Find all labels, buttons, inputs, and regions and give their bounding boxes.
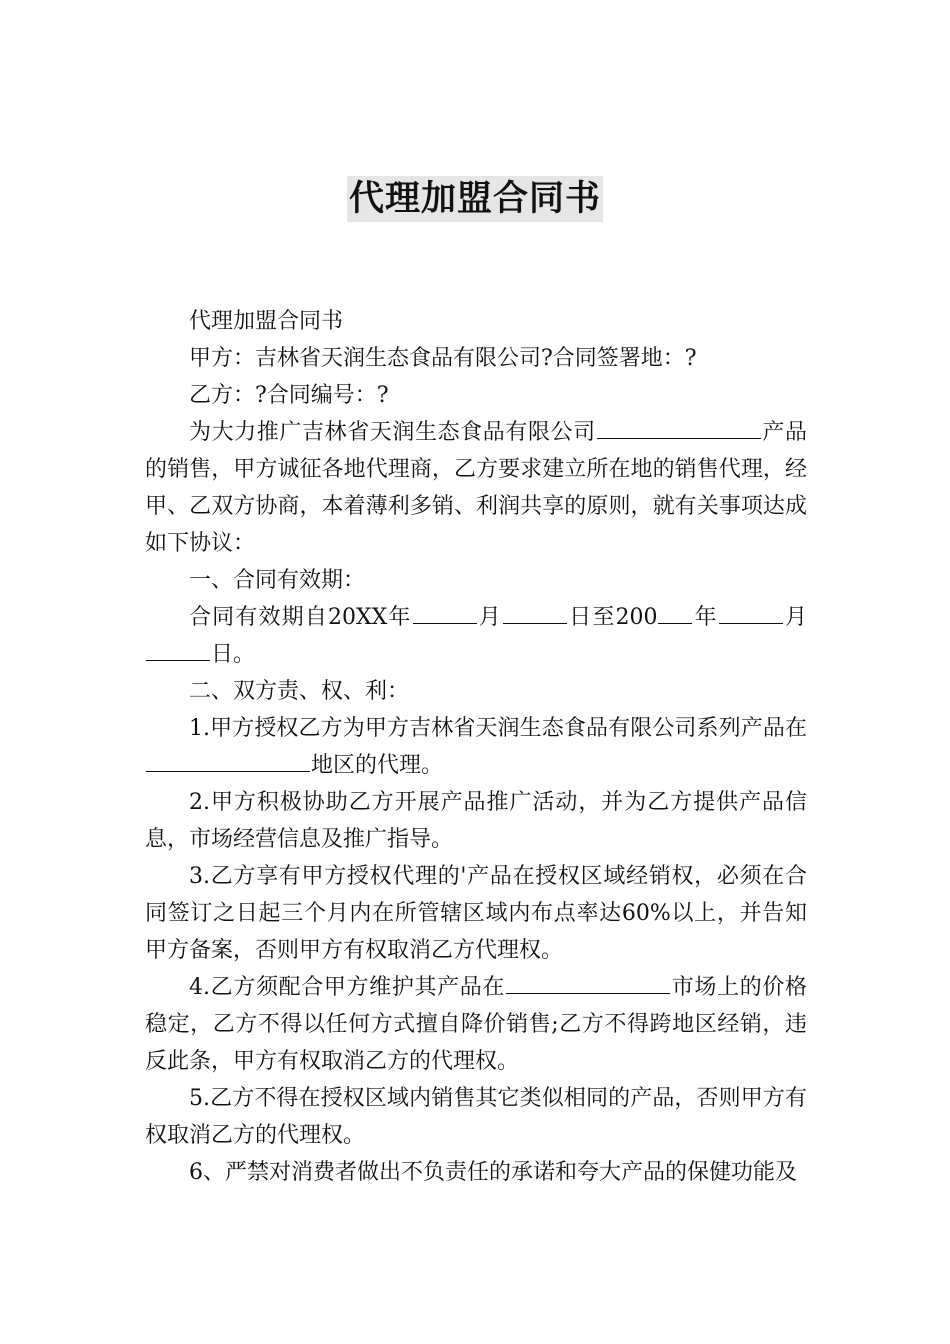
text-segment: 合同有效期自20XX年 [189, 605, 412, 630]
clause-2: 2.甲方积极协助乙方开展产品推广活动，并为乙方提供产品信息，市场经营信息及推广指导。 [145, 790, 807, 852]
paragraph-party-a: 甲方：吉林省天润生态食品有限公司?合同签署地：? [189, 346, 697, 371]
fill-in-blank [413, 603, 477, 624]
text-segment: 日至200 [567, 605, 658, 630]
fill-in-blank [146, 640, 210, 661]
paragraph-preamble [145, 414, 807, 562]
clause-5: 5.乙方不得在授权区域内销售其它类似相同的产品，否则甲方有权取消乙方的代理权。 [145, 1086, 807, 1148]
text-segment: 为大力推广吉林省天润生态食品有限公司 [189, 420, 596, 445]
text-segment: 地区的代理。 [311, 753, 444, 778]
paragraph-validity-period [145, 599, 807, 673]
paragraph-heading: 代理加盟合同书 [189, 309, 344, 334]
fill-in-blank [719, 603, 783, 624]
fill-in-blank [597, 418, 761, 439]
section-heading-rights: 二、双方责、权、利： [189, 679, 410, 704]
text-segment: 产品的销售，甲方诚征各地代理商，乙方要求建立所在地的销售代理，经甲、乙双方协商，本着薄利多销、利润共享的原则，就有关事项达成如下协议： [145, 420, 807, 556]
text-segment: 月 [783, 605, 807, 630]
text-segment: 日。 [211, 642, 256, 667]
text-segment: 4.乙方须配合甲方维护其产品在 [189, 975, 506, 1000]
document-body [145, 303, 807, 1191]
title-container [0, 176, 950, 222]
text-segment: 1.甲方授权乙方为甲方吉林省天润生态食品有限公司系列产品在 [189, 716, 807, 741]
clause-6: 6、严禁对消费者做出不负责任的承诺和夸大产品的保健功能及 [189, 1160, 797, 1185]
document-title: 代理加盟合同书 [347, 176, 603, 222]
section-heading-validity: 一、合同有效期： [189, 568, 366, 593]
fill-in-blank [506, 973, 670, 994]
paragraph-party-b: 乙方：?合同编号：? [189, 383, 389, 408]
fill-in-blank [658, 603, 692, 624]
clause-4 [145, 969, 807, 1080]
clause-3: 3.乙方享有甲方授权代理的'产品在授权区域经销权，必须在合同签订之日起三个月内在所管辖区域内布点率达60%以上，并告知甲方备案，否则甲方有权取消乙方代理权。 [145, 864, 807, 963]
text-segment: 月 [477, 605, 502, 630]
clause-1 [145, 710, 807, 784]
text-segment: 年 [693, 605, 718, 630]
fill-in-blank [146, 751, 310, 772]
fill-in-blank [503, 603, 567, 624]
text-segment: 市场上的价格稳定，乙方不得以任何方式擅自降价销售;乙方不得跨地区经销，违反此条，甲方有权取消乙方的代理权。 [145, 975, 807, 1074]
